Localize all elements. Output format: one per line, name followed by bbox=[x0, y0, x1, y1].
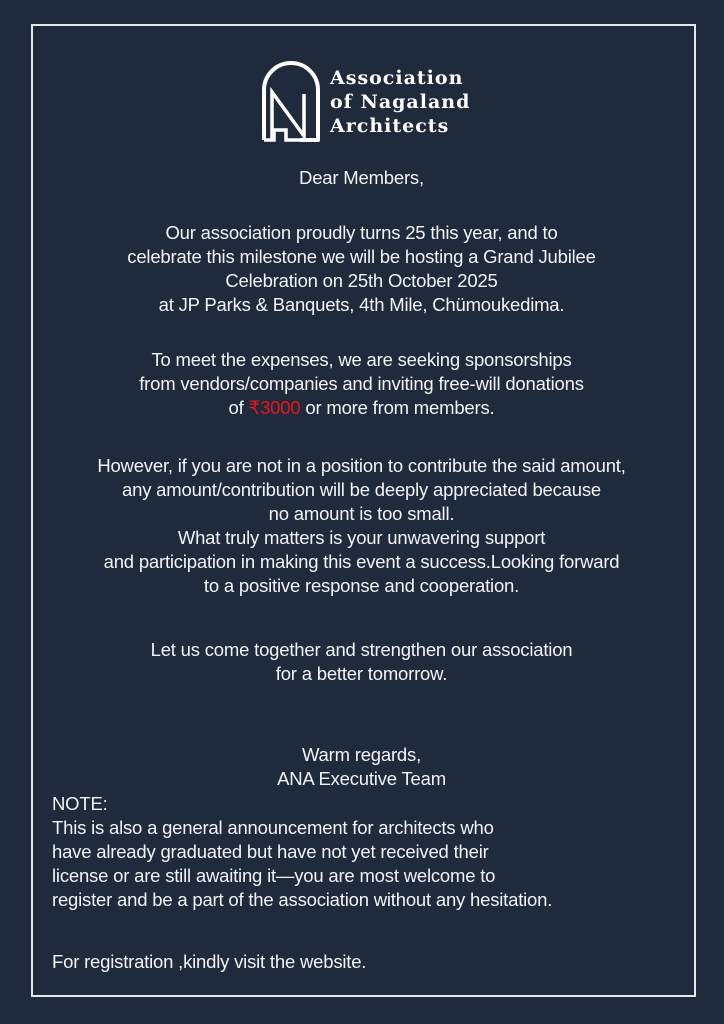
registration-note bbox=[52, 950, 682, 974]
note-heading: NOTE: bbox=[52, 793, 108, 814]
text-line: to a positive response and cooperation. bbox=[203, 575, 520, 596]
text-line: any amount/contribution will be deeply appreciated because bbox=[122, 479, 601, 500]
text-line: no amount is too small. bbox=[268, 503, 455, 524]
paragraph-sponsorship bbox=[33, 348, 690, 420]
signoff-regards: Warm regards, bbox=[301, 744, 422, 765]
logo-wordmark bbox=[330, 66, 470, 138]
greeting-text: Dear Members, bbox=[299, 167, 424, 188]
text-line: Let us come together and strengthen our association bbox=[150, 639, 573, 660]
association-logo bbox=[260, 60, 475, 142]
signoff-team: ANA Executive Team bbox=[277, 768, 446, 789]
paragraph-celebration bbox=[33, 221, 690, 317]
paragraph-together bbox=[33, 638, 690, 686]
text-line: Celebration on 25th October 2025 bbox=[225, 270, 498, 291]
text-line: and participation in making this event a success.Looking forward bbox=[103, 551, 620, 572]
text-line: What truly matters is your unwavering support bbox=[177, 527, 546, 548]
text-line: celebrate this milestone we will be hosting a Grand Jubilee bbox=[127, 246, 596, 267]
registration-text: For registration ,kindly visit the website. bbox=[52, 951, 367, 972]
note-line: This is also a general announcement for architects who bbox=[52, 817, 494, 838]
signoff bbox=[33, 743, 690, 791]
donation-amount: ₹3000 bbox=[248, 397, 301, 418]
greeting bbox=[33, 166, 690, 190]
text-line: from vendors/companies and inviting free-will donations bbox=[139, 373, 584, 394]
logo-line: Architects bbox=[330, 115, 450, 137]
text-line bbox=[33, 396, 690, 420]
arch-n-monogram-icon bbox=[260, 60, 322, 142]
logo-line: Association bbox=[330, 67, 464, 89]
text-line: Our association proudly turns 25 this year, and to bbox=[165, 222, 558, 243]
logo-line: of Nagaland bbox=[330, 91, 471, 113]
text-line: for a better tomorrow. bbox=[275, 663, 448, 684]
text-line: However, if you are not in a position to contribute the said amount, bbox=[97, 455, 626, 476]
text-line: To meet the expenses, we are seeking sponsorships bbox=[151, 349, 572, 370]
text-fragment: or more from members. bbox=[300, 397, 495, 418]
paragraph-contribution bbox=[33, 454, 690, 598]
note-line: have already graduated but have not yet received their bbox=[52, 841, 489, 862]
note-line: register and be a part of the association without any hesitation. bbox=[52, 889, 553, 910]
note-line: license or are still awaiting it—you are most welcome to bbox=[52, 865, 496, 886]
text-line: at JP Parks & Banquets, 4th Mile, Chümoukedima. bbox=[158, 294, 565, 315]
note-section bbox=[52, 792, 682, 912]
text-fragment: of bbox=[228, 397, 249, 418]
